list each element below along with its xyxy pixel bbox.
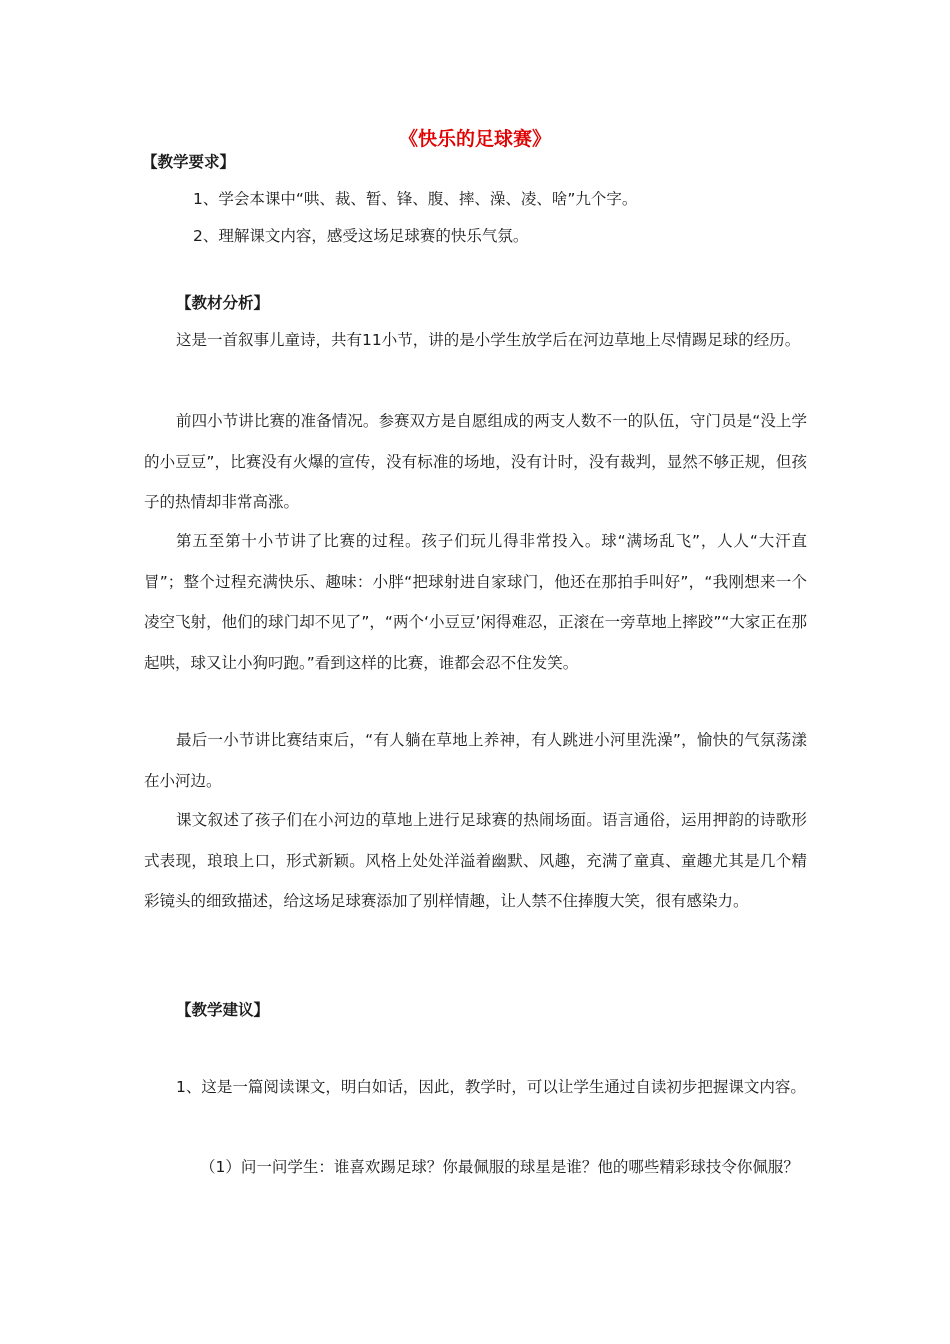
analysis-paragraph: 前四小节讲比赛的准备情况。参赛双方是自愿组成的两支人数不一的队伍，守门员是“没上学的小豆豆”，比赛没有火爆的宣传，没有标准的场地，没有计时，没有裁判，显然不够正规，但孩子的热情却非常高涨。 <box>144 412 807 511</box>
analysis-paragraph: 最后一小节讲比赛结束后，“有人躺在草地上养神，有人跳进小河里洗澡”，愉快的气氛荡漾在小河边。 <box>144 731 807 790</box>
suggestion-paragraph: 1、这是一篇阅读课文，明白如话，因此，教学时，可以让学生通过自读初步把握课文内容。 <box>176 1078 806 1096</box>
suggestion-paragraph: （1）问一问学生：谁喜欢踢足球？你最佩服的球星是谁？他的哪些精彩球技令你佩服？ <box>200 1158 799 1176</box>
requirement-item: 1、学会本课中“哄、裁、暂、锋、腹、摔、澡、凌、啥”九个字。 <box>193 190 638 208</box>
analysis-paragraph: 课文叙述了孩子们在小河边的草地上进行足球赛的热闹场面。语言通俗，运用押韵的诗歌形式表现，琅琅上口，形式新颖。风格上处处洋溢着幽默、风趣，充满了童真、童趣尤其是几个精彩镜头的细致描述，给这场足球赛添加了别样情趣，让人禁不住捧腹大笑，很有感染力。 <box>144 811 807 910</box>
requirement-item: 2、理解课文内容，感受这场足球赛的快乐气氛。 <box>193 227 529 245</box>
section-heading-analysis: 【教材分析】 <box>176 294 270 312</box>
analysis-paragraph: 这是一首叙事儿童诗，共有11小节，讲的是小学生放学后在河边草地上尽情踢足球的经历。 <box>176 331 801 349</box>
section-heading-requirements: 【教学要求】 <box>142 153 236 171</box>
analysis-paragraph: 第五至第十小节讲了比赛的过程。孩子们玩儿得非常投入。球“满场乱飞”，人人“大汗直冒”；整个过程充满快乐、趣味：小胖“把球射进自家球门，他还在那拍手叫好”，“我刚想来一个凌空飞射，他们的球门却不见了”，“两个‘小豆豆’闲得难忍，正滚在一旁草地上摔跤”“大家正在那起哄，球又让小狗叼跑。”看到这样的比赛，谁都会忍不住发笑。 <box>144 532 807 672</box>
section-heading-suggestions: 【教学建议】 <box>176 1001 270 1019</box>
document-title: 《快乐的足球赛》 <box>398 128 551 150</box>
